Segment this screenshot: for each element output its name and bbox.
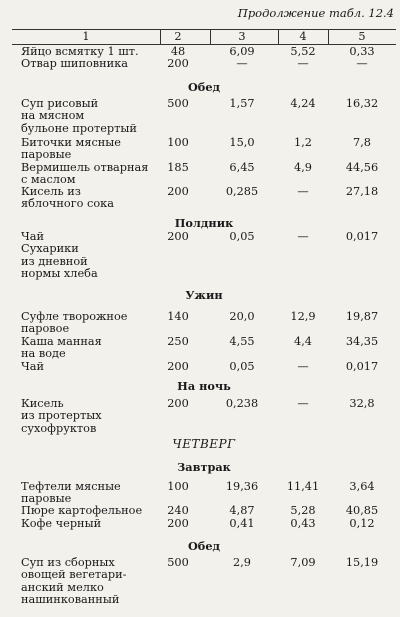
meal-section-heading: Ужин: [185, 288, 223, 302]
weight-cell: 200: [167, 517, 189, 530]
weight-cell: 200: [167, 230, 189, 243]
fat-cell: 1,2: [294, 136, 312, 149]
dish-name: сухофруктов: [21, 421, 97, 435]
dish-name: Суп из сборных: [21, 556, 115, 569]
dish-name: Кофе черный: [21, 517, 102, 530]
protein-cell: 0,285: [225, 185, 259, 198]
dish-name: из дневной: [21, 254, 88, 268]
carbs-cell: 15,19: [345, 556, 379, 569]
dish-name: Чай: [21, 230, 44, 243]
dish-name: с маслом: [21, 173, 76, 187]
dish-name: Пюре картофельное: [21, 504, 143, 517]
weight-cell: 500: [167, 556, 189, 569]
meal-section-heading: На ночь: [177, 379, 231, 393]
carbs-cell: 34,35: [345, 335, 379, 348]
dish-name: Чай: [21, 360, 44, 373]
protein-cell: 0,05: [229, 360, 255, 373]
carbs-cell: 7,8: [353, 136, 371, 149]
weight-cell: 200: [167, 397, 189, 410]
weight-cell: 48: [170, 45, 186, 58]
dish-name: Кисель: [21, 397, 64, 410]
fat-cell: 4,9: [294, 161, 312, 174]
dish-name: Кисель из: [21, 185, 81, 198]
protein-cell: 19,36: [225, 480, 259, 493]
day-heading: ЧЕТВЕРГ: [172, 437, 236, 451]
dish-name: паровые: [21, 148, 72, 162]
protein-cell: 4,55: [229, 335, 255, 348]
fat-cell: 0,43: [290, 517, 316, 530]
meal-section-heading: Завтрак: [177, 460, 231, 474]
meal-section-heading: Обед: [187, 80, 221, 94]
fat-cell: 4,4: [294, 335, 312, 348]
weight-cell: 200: [167, 360, 189, 373]
meal-section-heading: Обед: [187, 539, 221, 553]
weight-cell: 200: [167, 185, 189, 198]
weight-cell: 240: [167, 504, 189, 517]
dish-name: Тефтели мясные: [21, 480, 121, 493]
dish-name: Сухарики: [21, 242, 79, 256]
fat-cell: 5,28: [290, 504, 316, 517]
table-caption: Продолжение табл. 12.4: [237, 6, 394, 20]
carbs-cell: 27,18: [345, 185, 379, 198]
fat-cell: 11,41: [286, 480, 320, 493]
protein-cell: 0,238: [225, 397, 259, 410]
protein-cell: 15,0: [229, 136, 255, 149]
protein-cell: 1,57: [229, 97, 255, 110]
header-col-4: 4: [299, 30, 307, 43]
carbs-cell: 0,017: [345, 360, 379, 373]
dish-name: Биточки мясные: [21, 136, 121, 149]
dish-name: Вермишель отварная: [21, 161, 149, 174]
dish-name: нашинкованный: [21, 593, 120, 607]
fat-cell: —: [297, 397, 309, 410]
dish-name: на мясном: [21, 109, 85, 123]
dish-name: паровые: [21, 492, 72, 506]
carbs-cell: 44,56: [345, 161, 379, 174]
protein-cell: 20,0: [229, 310, 255, 323]
carbs-cell: 0,33: [349, 45, 375, 58]
carbs-cell: 40,85: [345, 504, 379, 517]
dish-name: из протертых: [21, 409, 102, 423]
protein-cell: 6,45: [229, 161, 255, 174]
weight-cell: 185: [167, 161, 189, 174]
dish-name: анский мелко: [21, 580, 104, 594]
weight-cell: 100: [167, 480, 189, 493]
carbs-cell: 0,12: [349, 517, 375, 530]
carbs-cell: 0,017: [345, 230, 379, 243]
dish-name: нормы хлеба: [21, 267, 98, 281]
protein-cell: 4,87: [229, 504, 255, 517]
weight-cell: 140: [167, 310, 189, 323]
dish-name: Отвар шиповника: [21, 57, 129, 70]
weight-cell: 200: [167, 57, 189, 70]
header-col-3: 3: [238, 30, 246, 43]
dish-name: на воде: [21, 347, 66, 361]
weight-cell: 100: [167, 136, 189, 149]
header-col-2: 2: [174, 30, 182, 43]
dish-name: Суп рисовый: [21, 97, 99, 110]
fat-cell: —: [297, 185, 309, 198]
protein-cell: 2,9: [233, 556, 251, 569]
dish-name: Каша манная: [21, 335, 102, 348]
weight-cell: 250: [167, 335, 189, 348]
protein-cell: 6,09: [229, 45, 255, 58]
fat-cell: 7,09: [290, 556, 316, 569]
protein-cell: 0,41: [229, 517, 255, 530]
dish-name: бульоне протертый: [21, 121, 137, 135]
dish-name: паровое: [21, 322, 70, 336]
fat-cell: —: [297, 57, 309, 70]
fat-cell: 4,24: [290, 97, 316, 110]
protein-cell: —: [236, 57, 248, 70]
weight-cell: 500: [167, 97, 189, 110]
dish-name: Яйцо всмятку 1 шт.: [21, 45, 139, 58]
dish-name: яблочного сока: [21, 197, 114, 211]
meal-section-heading: Полдник: [174, 216, 234, 230]
fat-cell: —: [297, 230, 309, 243]
fat-cell: —: [297, 360, 309, 373]
protein-cell: 0,05: [229, 230, 255, 243]
carbs-cell: 16,32: [345, 97, 379, 110]
carbs-cell: —: [356, 57, 368, 70]
header-top-rule: [12, 29, 396, 30]
carbs-cell: 32,8: [349, 397, 375, 410]
header-col-1: 1: [82, 30, 90, 43]
header-col-5: 5: [358, 30, 366, 43]
fat-cell: 5,52: [290, 45, 316, 58]
fat-cell: 12,9: [290, 310, 316, 323]
dish-name: овощей вегетари-: [21, 568, 127, 582]
dish-name: Суфле творожное: [21, 310, 128, 323]
carbs-cell: 3,64: [349, 480, 375, 493]
carbs-cell: 19,87: [345, 310, 379, 323]
